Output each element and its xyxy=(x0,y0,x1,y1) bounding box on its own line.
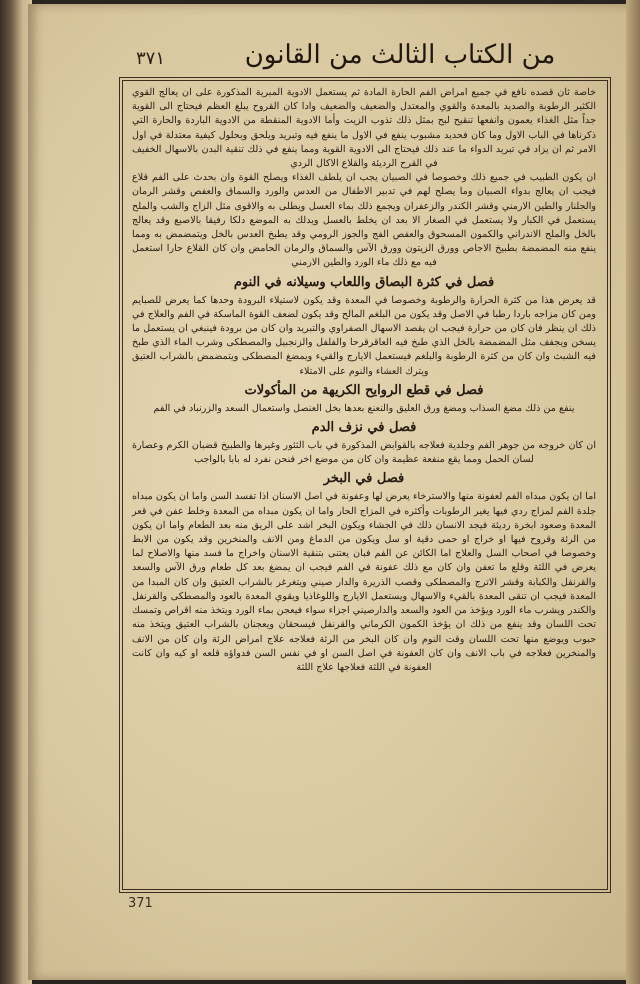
paragraph-2: ان يكون الطبيب في جميع ذلك وخصوصا في الصبيان يجب ان يلطف الغذاء ويصلح القوة وان بحدث على الفم قلاع فيجب ان يعالج بدواء الصبيان وما يصلح لهم في تدبير الاطفال من العدس والورد والسماق والعفص وقشر الرمان والجلنار والطين الارمني وقشر الكندر والزعفران ويجمع ذلك بماء العسل ويطلى به والاقوى مثل الزاج والشب والملح يستعمل في الكبار ولا يستعمل في الصغار الا بعد ان يخلط بالعسل ويدلك به الموضع دلكا رفيقا بالاصبع وقد يعالج بالخل والملح الاندراني والكمون المسحوق والعفص الفج والجوز الرومي وقد يطبخ العدس بالخل ويتمضمض به ومما ينفع منه المضمضة بطبيخ الاجاص وورق الزيتون وورق الآس والسماق والرمان الحامض وان كان القلاع حارا استعمل فيه مع ذلك ماء الورد والطين الارمني xyxy=(132,172,596,269)
paragraph-1: خاصة ثان قصده نافع في جميع امراض الفم الحارة المادة ثم يستعمل الادوية المبرية المذكورة على ان يعالج القوي الكثير الرطوبة والصديد بالمعدة والقوي والمعتدل والضعيف والضعيف وادا كان القروح يبلغ العظم فيحتاج الى القوية جداً مثل الغذاء يعمون وانفعها تنقيح لبح بمثل ذلك تذوب الزيت وأما الادوية المنقطة من الادوية الباردة والحارة التي ذكرناها في الباب الاول وما كان فحديد مشبوب ينفع في الاول ما ينفع فيه وتبريد ويلحق وبحلول كيفية معتدلة في اول الامر ثم ان يزاد في تبريد الدواء ما عند ذلك فيحتاج الى الادوية القوية ومما ينفع في ذلك تنقية البدن بالاسهال الخفيف في القرح الرديئة والقلاع الاكال الردي xyxy=(132,87,596,170)
page-number-bottom: 371 xyxy=(128,896,153,911)
paragraph-odors: ينفع من ذلك مضغ السذاب ومضغ ورق العليق والنعنع بعدها بخل العنصل واستعمال السعد والزرنباد في الفم xyxy=(153,402,575,414)
running-title: من الكتاب الثالث من القانون xyxy=(244,40,556,70)
main-text-block xyxy=(128,86,600,884)
section-heading-bleeding: فصل في نزف الدم xyxy=(311,420,417,436)
page-number-top: ٣٧١ xyxy=(136,48,166,69)
page-header xyxy=(120,40,590,80)
paragraph-halitosis: اما ان يكون مبداه الفم لعفونة منها والاسترخاء يعرض لها وعفونة في اصل الاسنان اذا تفسد السن واما ان يكون مبداه جلدة الفم لمزاج ردي فيها يغير الرطوبات وأكثره في المزاج الحار واما ان يكون مبداه من المعدة وخلط عفن في قعر المعدة وصعود ابخرة رديئة فيجد الانسان ذلك في الجشاء ويكون البخر اشد على الريق منه بعد الطعام واما ان يكون من الرئة وقروح فيها او خراج او حمى دقية او سل ويكون من الدماغ ومن الانف والمنخرين وقد يكون من الابط وخصوصا في اصحاب السل والعلاج اما الكائن عن الفم فبان يعتنى بتنقية الاسنان واخراج ما فسد منها والاصلاح لما يعرض في اللثة وقلع ما تعفن وان كان مع ذلك عفونة في الفم فيجب ان يمضغ بعد كل طعام ورق الآس والسعد والقرنفل والكبابة وقشر الاترج والمصطكى وقصب الذريرة والدار صيني ويتغرغر بالشراب العتيق وان كان المبدا من المعدة فيجب ان تنقى المعدة بالقيء والاسهال ويستعمل الايارج واللوغاذيا ويقوي المعدة بالعود والمصطكى والقرنفل والكندر ويشرب ماء الورد ويؤخذ من العود والسعد والدارصيني اجزاء سواء فيعجن بماء الورد ويتخذ منه اقراص وتمسك تحت اللسان وقد ينفع من ذلك ان يؤخذ الكمون الكرماني والقرنفل فيسحقان ويعجنان بالشراب العتيق ويتخذ منه حبوب ويوضع منها تحت اللسان وقت النوم وان كان البخر من الرئة فعلاجه علاج امراض الرئة وان كان من الانف والمنخرين فعلاجه في باب الانف وان كان العفونة في اصل السن او في نفس السن فدواؤه قلعه او كيه وان كانت العفونة في اللثة فعلاجها علاج اللثة xyxy=(132,491,596,673)
facing-page-edge xyxy=(626,0,640,984)
section-heading-halitosis: فصل في البخر xyxy=(323,471,405,487)
paragraph-saliva: قد يعرض هذا من كثرة الحرارة والرطوبة وخصوصا في المعدة وقد يكون لاستيلاء البرودة وحدها كما يعرض للصبايم ومن كان مزاجه باردا رطبا في الاصل وقد يكون من البلغم المالح وقد يكون لضعف القوة الماسكة في الفم والعلاج في ذلك ان ينظر فان كان من حرارة فيجب ان يقصد الاسهال الصفراوي والتبريد وان كان من برودة فينبغي ان يستعمل ما يسخن ويجفف مثل المضمضة بالخل الذي طبخ فيه العاقرقرحا والفلفل والزنجبيل والمصطكى وشرب الماء الذي طبخ فيه الشبث وان كان من كثرة الرطوبة والبلغم فيستعمل الايارج والقيء ويمضغ المصطكى ويتمضمض بالشراب العتيق ويترك العشاء والنوم على الامتلاء xyxy=(132,294,596,377)
section-heading-odors: فصل في قطع الروايح الكريهة من المأكولات xyxy=(244,382,484,398)
section-heading-saliva: فصل في كثرة البصاق واللعاب وسيلانه في النوم xyxy=(233,274,495,290)
paragraph-bleeding: ان كان خروجه من جوهر الفم وجلدية فعلاجه بالقوابض المذكورة في باب الثئور وغيرها والطبيخ قضبان الكرم وعصارة لسان الحمل ومما يقع منفعة عظيمة وان كان من موضع اخر فنحن نفرد له بابا بالواجب xyxy=(132,440,596,466)
